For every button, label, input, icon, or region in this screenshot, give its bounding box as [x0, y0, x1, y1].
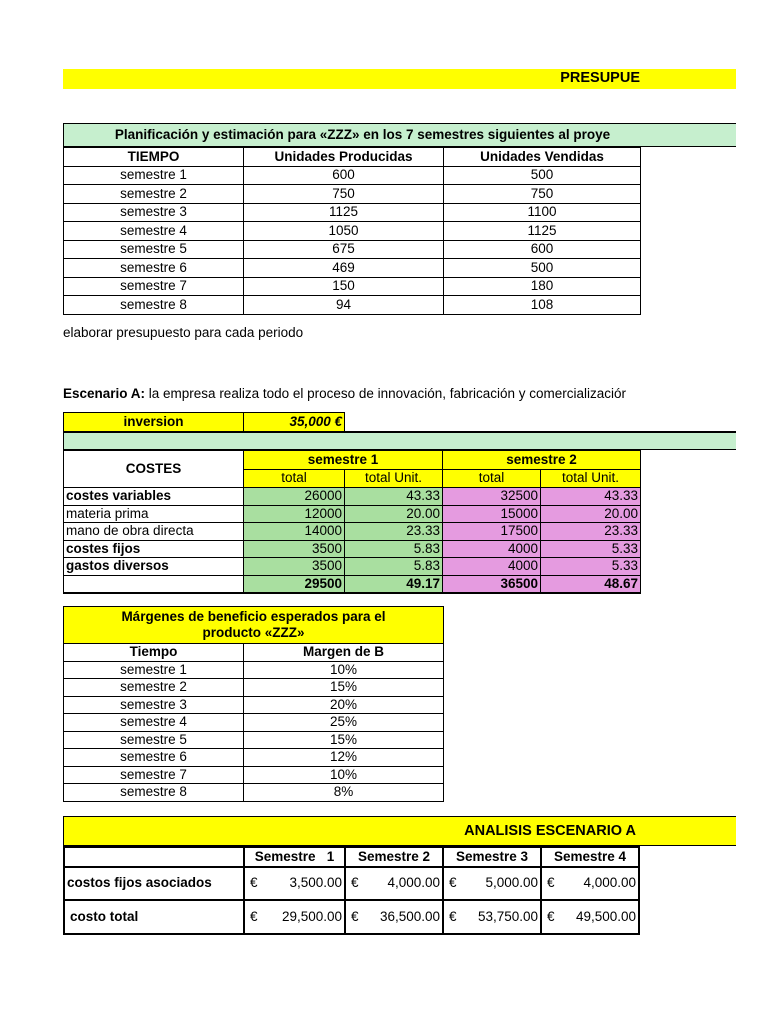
- margins-header-margin: Margen de B: [244, 644, 444, 662]
- cell[interactable]: 32500: [443, 488, 541, 506]
- table-row: [64, 222, 641, 241]
- cell[interactable]: 1125: [244, 203, 444, 222]
- table-row: [64, 166, 641, 185]
- table-row: [64, 505, 641, 523]
- cell[interactable]: 43.33: [541, 488, 641, 506]
- euro-symbol: €: [449, 908, 457, 924]
- cell[interactable]: 94: [244, 296, 444, 315]
- margins-table: [63, 606, 444, 802]
- table-row: [64, 766, 444, 784]
- table-row: [64, 259, 641, 278]
- cell[interactable]: 20%: [244, 696, 444, 714]
- planning-table: [63, 123, 640, 315]
- cell[interactable]: 43.33: [345, 488, 443, 506]
- cell[interactable]: 20.00: [345, 505, 443, 523]
- cell[interactable]: [244, 867, 345, 900]
- cell[interactable]: 600: [244, 166, 444, 185]
- cell[interactable]: 23.33: [541, 523, 641, 541]
- cell[interactable]: 469: [244, 259, 444, 278]
- table-row: [64, 540, 641, 558]
- subheader-total: total: [244, 469, 345, 488]
- cell[interactable]: semestre 1: [64, 661, 244, 679]
- analysis-header: Semestre 1: [244, 847, 345, 867]
- cell-value: 5,000.00: [485, 875, 538, 890]
- cell[interactable]: [541, 867, 639, 900]
- analysis-header: Semestre 3: [443, 847, 541, 867]
- cell[interactable]: 180: [444, 277, 641, 296]
- cell[interactable]: 600: [444, 240, 641, 259]
- analysis-banner: [63, 816, 736, 846]
- cell[interactable]: 150: [244, 277, 444, 296]
- planning-grid: [63, 147, 641, 315]
- table-row: [64, 867, 639, 900]
- cell-value: 36,500.00: [379, 908, 440, 924]
- cell[interactable]: 23.33: [345, 523, 443, 541]
- cell[interactable]: 750: [244, 185, 444, 204]
- cell[interactable]: semestre 1: [64, 166, 244, 185]
- analysis-header: Semestre 4: [541, 847, 639, 867]
- planning-header-time: TIEMPO: [64, 148, 244, 167]
- table-row: [64, 296, 641, 315]
- planning-header-sold: Unidades Vendidas: [444, 148, 641, 167]
- cell[interactable]: 10%: [244, 766, 444, 784]
- scenario-text: la empresa realiza todo el proceso de innovación, fabricación y comercializaciór: [145, 386, 627, 401]
- budget-banner: [63, 69, 736, 89]
- investment-row: [63, 412, 345, 432]
- cell-value: 4,000.00: [387, 875, 440, 890]
- cell[interactable]: semestre 2: [64, 185, 244, 204]
- cell[interactable]: semestre 8: [64, 784, 244, 802]
- row-label: costes fijos: [64, 540, 244, 558]
- table-row: [64, 731, 444, 749]
- cell[interactable]: 4000: [443, 558, 541, 576]
- costs-table: [63, 450, 641, 594]
- table-row: [64, 679, 444, 697]
- euro-symbol: €: [449, 875, 457, 890]
- cell[interactable]: 500: [444, 166, 641, 185]
- scenario-label: Escenario A:: [63, 386, 146, 401]
- cell[interactable]: semestre 5: [64, 731, 244, 749]
- cell[interactable]: 15%: [244, 731, 444, 749]
- table-row: [64, 900, 639, 934]
- table-row: [64, 749, 444, 767]
- table-row: [64, 523, 641, 541]
- cell[interactable]: 12%: [244, 749, 444, 767]
- cell[interactable]: semestre 7: [64, 766, 244, 784]
- subheader-total: total: [443, 469, 541, 488]
- cell[interactable]: [244, 900, 345, 934]
- row-label: mano de obra directa: [64, 523, 244, 541]
- table-row: [64, 203, 641, 222]
- budget-note: elaborar presupuesto para cada periodo: [63, 325, 304, 340]
- cell[interactable]: semestre 8: [64, 296, 244, 315]
- cell[interactable]: 15%: [244, 679, 444, 697]
- analysis-header: Semestre 2: [345, 847, 443, 867]
- cell[interactable]: semestre 6: [64, 259, 244, 278]
- cell[interactable]: 14000: [244, 523, 345, 541]
- cell[interactable]: semestre 7: [64, 277, 244, 296]
- cell[interactable]: 4000: [443, 540, 541, 558]
- cell[interactable]: 1125: [444, 222, 641, 241]
- cell[interactable]: 3500: [244, 558, 345, 576]
- row-label: materia prima: [64, 505, 244, 523]
- table-row: [64, 488, 641, 506]
- row-label: costes variables: [64, 488, 244, 506]
- cell[interactable]: 25%: [244, 714, 444, 732]
- semester2-header: semestre 2: [443, 451, 641, 470]
- cell[interactable]: [443, 867, 541, 900]
- totals-row: [64, 575, 641, 593]
- euro-symbol: €: [250, 908, 258, 924]
- costs-header-bar: [63, 431, 736, 450]
- cell[interactable]: 29500: [244, 575, 345, 593]
- table-row: [64, 277, 641, 296]
- cell[interactable]: semestre 3: [64, 203, 244, 222]
- totals-label: [64, 575, 244, 593]
- cell[interactable]: semestre 4: [64, 714, 244, 732]
- margins-title: Márgenes de beneficio esperados para el producto «ZZZ»: [64, 607, 444, 644]
- planning-title-text: Planificación y estimación para «ZZZ» en los 7 semestres siguientes al proye: [114, 127, 611, 142]
- table-row: [64, 558, 641, 576]
- euro-symbol: €: [250, 875, 258, 890]
- analysis-title: ANALISIS ESCENARIO A: [464, 823, 636, 839]
- euro-symbol: €: [351, 908, 359, 924]
- cell[interactable]: 20.00: [541, 505, 641, 523]
- subheader-unit: total Unit.: [541, 469, 641, 488]
- semester1-header: semestre 1: [244, 451, 443, 470]
- table-row: [64, 661, 444, 679]
- cell[interactable]: [541, 900, 639, 934]
- row-label: gastos diversos: [64, 558, 244, 576]
- row-label: costos fijos asociados: [64, 867, 244, 900]
- cell[interactable]: 12000: [244, 505, 345, 523]
- cell-value: 49,500.00: [575, 908, 636, 924]
- cell[interactable]: 675: [244, 240, 444, 259]
- cell[interactable]: 36500: [443, 575, 541, 593]
- cell[interactable]: 5.83: [345, 558, 443, 576]
- analysis-table: [63, 846, 640, 935]
- cell[interactable]: 49.17: [345, 575, 443, 593]
- cell[interactable]: 3500: [244, 540, 345, 558]
- margins-header-time: Tiempo: [64, 644, 244, 662]
- cell[interactable]: 15000: [443, 505, 541, 523]
- cell[interactable]: 5.83: [345, 540, 443, 558]
- cell[interactable]: 48.67: [541, 575, 641, 593]
- costs-header: COSTES: [64, 451, 244, 488]
- cell[interactable]: semestre 5: [64, 240, 244, 259]
- cell[interactable]: 26000: [244, 488, 345, 506]
- cell[interactable]: 1050: [244, 222, 444, 241]
- table-row: [64, 185, 641, 204]
- table-row: [64, 240, 641, 259]
- cell[interactable]: semestre 4: [64, 222, 244, 241]
- cell-value: 3,500.00: [289, 875, 342, 890]
- row-label: costo total: [64, 900, 244, 934]
- table-row: [64, 696, 444, 714]
- euro-symbol: €: [547, 908, 555, 924]
- euro-symbol: €: [351, 875, 359, 890]
- table-row: [64, 784, 444, 802]
- cell[interactable]: semestre 6: [64, 749, 244, 767]
- cell[interactable]: [345, 900, 443, 934]
- analysis-corner: [64, 847, 244, 867]
- cell[interactable]: 5.33: [541, 558, 641, 576]
- cell[interactable]: 108: [444, 296, 641, 315]
- scenario-description: [63, 386, 640, 401]
- investment-value[interactable]: 35,000 €: [244, 413, 345, 432]
- table-row: [64, 714, 444, 732]
- cell[interactable]: 5.33: [541, 540, 641, 558]
- cell[interactable]: 10%: [244, 661, 444, 679]
- investment-label: inversion: [64, 413, 244, 432]
- cell-value: 4,000.00: [583, 875, 636, 890]
- planning-table-title: [63, 123, 736, 147]
- cell[interactable]: [443, 900, 541, 934]
- cell[interactable]: 1100: [444, 203, 641, 222]
- cell[interactable]: 750: [444, 185, 641, 204]
- cell[interactable]: 500: [444, 259, 641, 278]
- cell[interactable]: semestre 2: [64, 679, 244, 697]
- subheader-unit: total Unit.: [345, 469, 443, 488]
- cell-value: 29,500.00: [281, 908, 342, 924]
- cell[interactable]: 17500: [443, 523, 541, 541]
- budget-banner-title: PRESUPUE: [560, 70, 640, 86]
- cell[interactable]: 8%: [244, 784, 444, 802]
- cell-value: 53,750.00: [477, 908, 538, 924]
- planning-header-produced: Unidades Producidas: [244, 148, 444, 167]
- cell[interactable]: semestre 3: [64, 696, 244, 714]
- cell[interactable]: [345, 867, 443, 900]
- euro-symbol: €: [547, 875, 555, 890]
